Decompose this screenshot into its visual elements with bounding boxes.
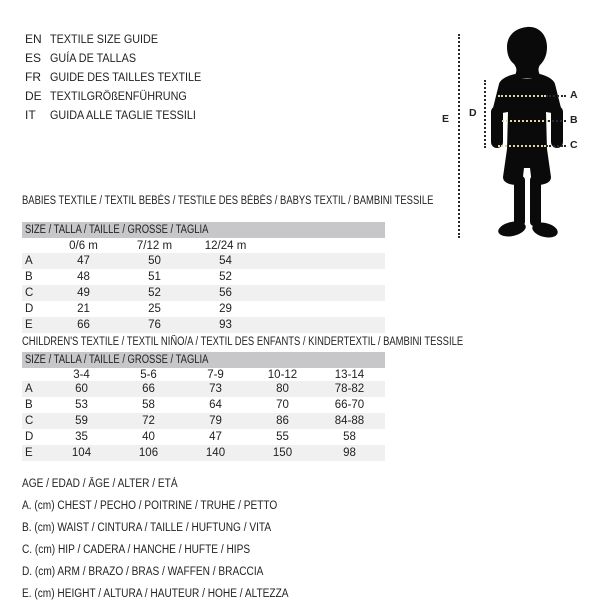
size-header-label: SIZE / TALLA / TAILLE / GRÖSSE / TAGLIA [25,224,209,236]
size-value: 104 [71,447,92,459]
size-value: 93 [219,319,232,331]
column-header: 7-9 [207,368,224,381]
row-label: C [25,415,34,427]
size-value: 66-70 [334,399,365,411]
size-value: 80 [276,383,289,395]
legend-waist-line: B. (cm) WAIST / CINTURA / TAILLE / HÜFTUNG / VITA [22,522,272,534]
language-code: IT [25,107,36,122]
guide-title-it: GUIDA ALLE TAGLIE TESSILI [50,107,196,122]
row-label: A [25,255,33,267]
size-value: 64 [209,399,222,411]
size-value: 72 [142,415,155,427]
size-value: 21 [77,303,90,315]
guide-title-de: TEXTILGRÖßENFÜHRUNG [50,88,187,103]
table-row [22,317,385,333]
table-row [22,285,385,301]
language-code: FR [25,69,41,84]
size-value: 60 [75,383,88,395]
size-value: 50 [148,255,161,267]
measure-label-d: D [469,107,477,119]
size-value: 79 [209,415,222,427]
measure-line-a-body [498,95,546,97]
table-row [22,253,385,269]
size-value: 58 [142,399,155,411]
column-header: 13-14 [334,368,365,381]
column-header: 7/12 m [136,239,173,252]
guide-title-fr: GUIDE DES TAILLES TEXTILE [50,69,202,84]
size-value: 52 [219,271,232,283]
size-value: 70 [276,399,289,411]
size-value: 98 [343,447,356,459]
measure-line-d-vertical [484,80,486,148]
size-value: 35 [75,431,88,443]
measure-line-a-ext [546,95,566,97]
measurement-legend [22,473,325,605]
children-size-table [22,352,385,461]
size-value: 25 [148,303,161,315]
measure-label-a: A [570,89,578,101]
language-row [25,67,218,86]
size-header-bar [22,352,385,368]
row-label: B [25,271,33,283]
legend-arm-line: D. (cm) ARM / BRAZO / BRAS / WAFFEN / BRACCIA [22,566,264,578]
row-label: D [25,431,34,443]
measure-label-c: C [570,139,578,151]
guide-title-es: GUÍA DE TALLAS [50,50,137,65]
table-row [22,301,385,317]
table-row [22,429,385,445]
size-value: 58 [343,431,356,443]
measure-label-b: B [570,114,578,126]
size-value: 48 [77,271,90,283]
row-label: A [25,383,33,395]
legend-chest-line: A. (cm) CHEST / PECHO / POITRINE / TRUHE / PETTO [22,500,278,512]
babies-column-header-row [22,238,385,253]
measure-label-e: E [442,113,450,125]
size-value: 76 [148,319,161,331]
table-row [22,397,385,413]
row-label: E [25,447,33,459]
column-header: 5-6 [140,368,157,381]
size-value: 56 [219,287,232,299]
language-row [25,48,218,67]
size-value: 84-88 [334,415,365,427]
size-value: 29 [219,303,232,315]
legend-hip-line: C. (cm) HIP / CADERA / HANCHE / HÜFTE / HIPS [22,544,251,556]
table-row [22,381,385,397]
size-value: 47 [209,431,222,443]
size-value: 49 [77,287,90,299]
language-title-list [25,29,218,124]
size-value: 53 [75,399,88,411]
size-value: 40 [142,431,155,443]
language-code: DE [25,88,42,103]
size-value: 78-82 [334,383,365,395]
size-header-bar [22,222,385,238]
language-code: ES [25,50,42,65]
measure-line-c-body [498,145,546,147]
row-label: E [25,319,33,331]
children-section-title: CHILDREN'S TEXTILE / TEXTIL NIÑO/A / TEXTIL DES ENFANTS / KINDERTEXTIL / BAMBINI TESSILE [22,336,464,348]
size-value: 86 [276,415,289,427]
size-value: 52 [148,287,161,299]
size-value: 66 [77,319,90,331]
size-value: 55 [276,431,289,443]
size-value: 59 [75,415,88,427]
column-header: 3-4 [73,368,90,381]
babies-section-title: BABIES TEXTILE / TEXTIL BEBÉS / TESTILE DES BÉBÉS / BABYS TEXTIL / BAMBINI TESSILE [22,195,434,207]
size-value: 73 [209,383,222,395]
babies-size-table [22,222,385,333]
measure-line-b-body [502,120,548,122]
size-value: 47 [77,255,90,267]
table-row [22,269,385,285]
children-column-header-row [22,368,385,381]
measure-line-c-ext [546,145,566,147]
table-row [22,413,385,429]
language-code: EN [25,31,42,46]
size-value: 54 [219,255,232,267]
column-header: 12/24 m [204,239,247,252]
table-row [22,445,385,461]
legend-age-line: AGE / EDAD / ÂGE / ALTER / ETÀ [22,478,178,490]
size-value: 66 [142,383,155,395]
measure-line-b-ext [548,120,566,122]
column-header: 0/6 m [69,239,98,252]
row-label: D [25,303,34,315]
language-row [25,29,218,48]
size-value: 106 [138,447,159,459]
guide-title-en: TEXTILE SIZE GUIDE [50,31,159,46]
language-row [25,86,218,105]
legend-height-line: E. (cm) HEIGHT / ALTURA / HAUTEUR / HÖHE / ALTEZZA [22,588,289,600]
size-value: 51 [148,271,161,283]
size-value: 140 [205,447,226,459]
size-header-label: SIZE / TALLA / TAILLE / GRÖSSE / TAGLIA [25,354,209,366]
row-label: B [25,399,33,411]
language-row [25,105,218,124]
row-label: C [25,287,34,299]
size-value: 150 [272,447,293,459]
column-header: 10-12 [267,368,298,381]
